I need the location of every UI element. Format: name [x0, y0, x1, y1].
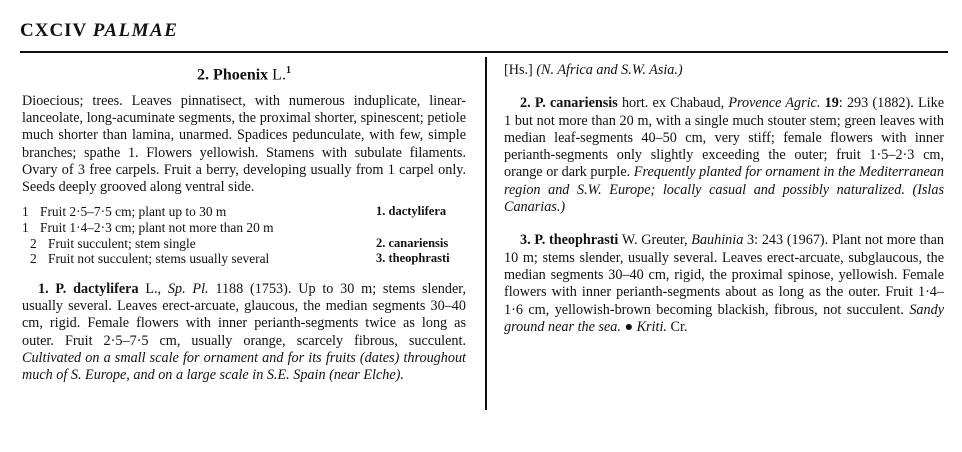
key-row: 2 Fruit not succulent; stems usually several 3. theophrasti: [30, 251, 450, 267]
species-key: [22, 204, 466, 266]
footnote-marker: 1: [285, 65, 291, 76]
chapter-number: CXCIV: [20, 20, 87, 41]
family-name: PALMAE: [92, 20, 179, 41]
species-entry-dactylifera: 1. P. dactylifera L., Sp. Pl. 1188 (1753). Up to 30 m; stems slender, usually several. Leaves erect-arcuate, glaucous, the median segments 30–40 cm, rigid. Female flowers with inner perianth-segments twice as long as outer. Fruit 2·5–7·5 cm, usually orange, scarcely fibrous, succulent. Cultivated on a small scale for ornament and for its fruits (dates) throughout much of S. Europe, and on a large scale in S.E. Spain (near Elche).: [22, 280, 466, 384]
distribution-text: Cultivated on a small scale for ornament and for its fruits (dates) throughout much of S. Europe, and on a large scale in S.E. Spain (near Elche).: [22, 349, 466, 384]
key-row: 2 Fruit succulent; stem single 2. canariensis: [30, 235, 449, 251]
left-column: [22, 62, 466, 385]
key-row: 1 Fruit 2·5–7·5 cm; plant up to 30 m 1. dactylifera: [22, 204, 447, 220]
distribution-text: Sandy ground near the sea.: [504, 301, 944, 335]
key-row: 1 Fruit 1·4–2·3 cm; plant not more than 20 m: [22, 220, 274, 235]
dactylifera-continuation: [Hs.] (N. Africa and S.W. Asia.): [504, 62, 683, 78]
genus-title: 2. Phoenix L.$^1$: [197, 65, 291, 84]
column-divider: [485, 57, 487, 410]
species-entry-theophrasti: 3. P. theophrasti W. Greuter, Bauhinia 3: 243 (1967). Plant not more than 10 m; stems slender, usually several. Leaves erect-arcuate, subglaucous, the median segments 30–40 cm, rigid, the proximal spinose, yellowish. Female flowers with inner perianth-segments about as long as the outer. Fruit 1·4–1·6 cm, yellowish-brown becoming blackish, fibrous, not succulent. Sandy ground near the sea. ● Kriti. Cr.: [504, 232, 945, 335]
species-entry-canariensis: 2. P. canariensis hort. ex Chabaud, Provence Agric. 19: 293 (1882). Like 1 but not more than 20 m, with a single much stouter stem; green leaves with median leaf-segments 40–50 cm, very stiff; female flowers with inner perianth-segments only slightly exceeding the outer; fruit 1·5–2·3 cm, orange or dark purple. Frequently planted for ornament in the Mediterranean region and S.W. Europe; locally casual and possibly naturalized. (Islas Canarias.): [504, 95, 944, 216]
distribution-text: Frequently planted for ornament in the Mediterranean region and S.W. Europe; locally casual and possibly naturalized. (Islas Canarias.): [504, 164, 944, 216]
genus-description: Dioecious; trees. Leaves pinnatisect, with numerous induplicate, linear-lanceolate, long-acuminate segments, the proximal shorter, spinescent; petiole much shorter than lamina, unarmed. Spadices pedunculate, with few, simple branches; spathe 1. Flowers yellowish. Stamens with subulate filaments. Ovary of 3 free carpels. Fruit a berry, developing usually from 1 carpel only. Seeds deeply grooved along ventral side.: [22, 92, 466, 196]
page-header: [20, 20, 178, 42]
right-column: [504, 62, 944, 336]
bullet-icon: ●: [624, 318, 634, 335]
header-rule: [20, 51, 948, 53]
